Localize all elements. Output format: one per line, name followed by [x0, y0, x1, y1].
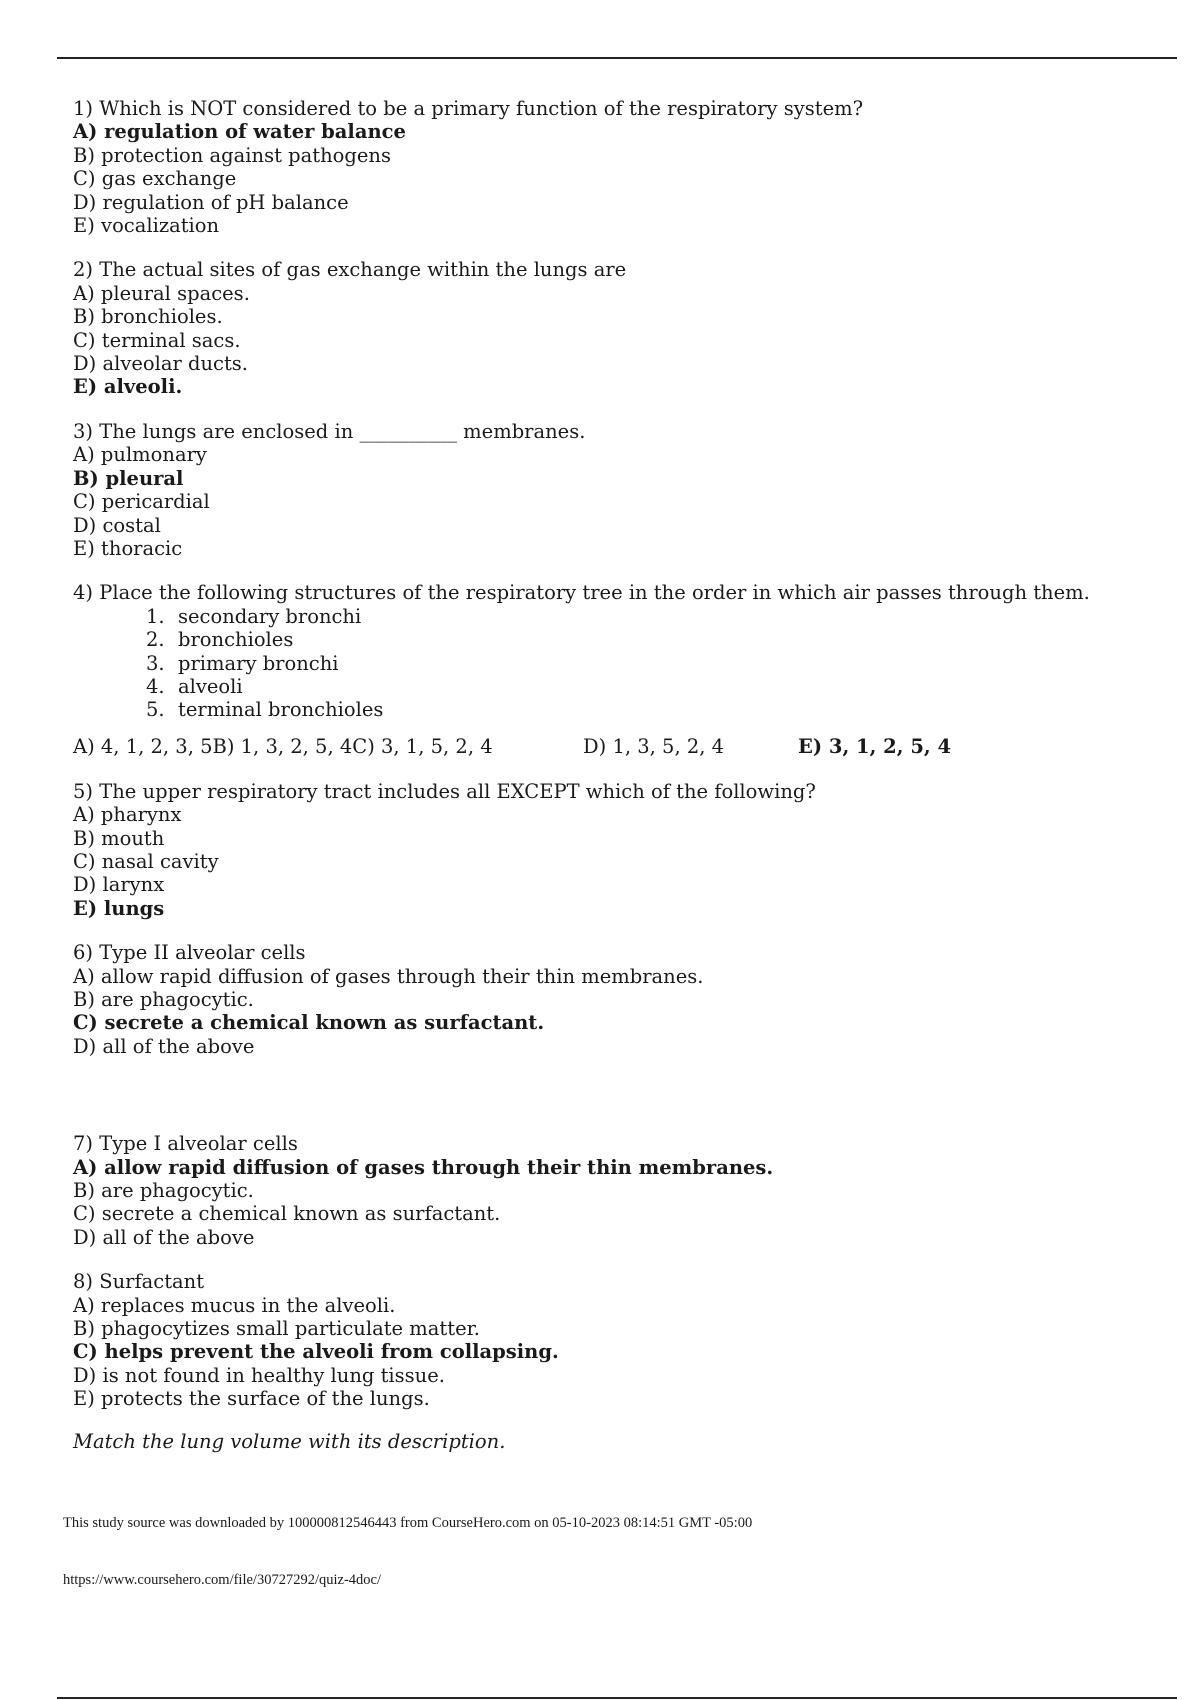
answer-option-a — [73, 120, 1173, 143]
option-label: A) — [73, 1293, 95, 1317]
ordering-list — [73, 605, 1173, 722]
option-label: D) — [73, 873, 97, 897]
option-label: B) — [73, 466, 99, 490]
question-8 — [73, 1270, 1173, 1410]
option-text: allow rapid diffusion of gases through their thin membranes. — [100, 964, 704, 988]
question-text — [73, 780, 1173, 803]
option-label: B) — [73, 826, 95, 850]
question-text — [73, 1132, 1173, 1155]
ordering-item — [73, 675, 1173, 698]
answer-option-e — [73, 214, 1173, 237]
option-label: E) — [73, 536, 95, 560]
option-label: A) — [73, 1155, 98, 1179]
option-label: C) — [73, 167, 96, 191]
answer-option-e — [73, 537, 1173, 560]
inline-answer-options — [73, 735, 1173, 759]
question-7 — [73, 1132, 1173, 1249]
answer-option-b — [73, 988, 1173, 1011]
option-text: all of the above — [102, 1034, 255, 1058]
option-text: are phagocytic. — [101, 988, 254, 1011]
option-label: E) — [73, 375, 98, 399]
quiz-content — [73, 97, 1173, 1453]
answer-option-a: A) 4, 1, 2, 3, 5 — [73, 734, 213, 758]
question-number: 8) — [73, 1270, 94, 1294]
answer-option-d — [73, 1364, 1173, 1387]
option-label: E) — [73, 1387, 95, 1411]
option-label: B) — [73, 988, 95, 1011]
option-label: A) — [73, 443, 95, 467]
ordering-item-number: 3. — [146, 651, 165, 675]
top-rule — [57, 57, 1177, 59]
question-text — [73, 97, 1173, 120]
option-text: thoracic — [101, 536, 183, 560]
option-text: lungs — [103, 896, 165, 920]
option-label: D) — [73, 190, 97, 214]
ordering-item-number: 5. — [146, 698, 165, 722]
question-list — [73, 97, 1173, 1411]
ordering-item — [73, 698, 1173, 721]
option-label: D) — [73, 1034, 97, 1058]
question-text — [73, 941, 1173, 964]
answer-option-e: E) 3, 1, 2, 5, 4 — [798, 734, 952, 758]
option-text: helps prevent the alveoli from collapsing. — [104, 1340, 559, 1364]
option-label: C) — [73, 490, 96, 514]
question-5 — [73, 780, 1173, 920]
ordering-item-number: 4. — [146, 674, 165, 698]
option-label: C) — [73, 849, 96, 873]
question-number: 7) — [73, 1132, 94, 1156]
option-text: replaces mucus in the alveoli. — [100, 1293, 396, 1317]
option-label: B) — [73, 1317, 95, 1341]
ordering-item-number: 1. — [146, 604, 165, 628]
option-text: terminal sacs. — [101, 328, 241, 352]
option-text: bronchioles. — [101, 305, 223, 329]
question-number: 6) — [73, 941, 94, 965]
option-label: A) — [73, 803, 95, 827]
question-number: 2) — [73, 258, 94, 282]
option-text: secrete a chemical known as surfactant. — [104, 1011, 545, 1035]
answer-option-d — [73, 514, 1173, 537]
answer-option-d — [73, 1035, 1173, 1058]
answer-option-c — [73, 1202, 1173, 1225]
answer-option-e — [73, 1387, 1173, 1410]
question-text — [73, 420, 1173, 443]
answer-option-b — [73, 1179, 1173, 1202]
answer-option-a — [73, 282, 1173, 305]
option-label: D) — [73, 1363, 97, 1387]
answer-option-c: C) 3, 1, 5, 2, 4 — [352, 734, 493, 758]
download-source-line: This study source was downloaded by 100000812546443 from CourseHero.com on 05-10-2023 08:14:51 GMT -05:00 — [63, 1515, 753, 1531]
ordering-item-number: 2. — [146, 628, 165, 652]
answer-option-d — [73, 1226, 1173, 1249]
option-text: larynx — [102, 873, 165, 897]
question-stem: Type II alveolar cells — [99, 941, 306, 965]
answer-option-c — [73, 1340, 1173, 1363]
question-number: 5) — [73, 779, 94, 803]
ordering-item-text: primary bronchi — [178, 651, 339, 675]
question-text — [73, 581, 1173, 604]
answer-option-d — [73, 352, 1173, 375]
option-text: pleural spaces. — [100, 281, 250, 305]
answer-option-b — [73, 827, 1173, 850]
option-label: E) — [73, 214, 95, 238]
question-1 — [73, 97, 1173, 237]
option-text: gas exchange — [101, 167, 237, 191]
option-text: are phagocytic. — [101, 1179, 254, 1203]
question-6 — [73, 941, 1173, 1058]
answer-option-b — [73, 144, 1173, 167]
option-text: mouth — [101, 826, 165, 850]
option-label: C) — [73, 1202, 96, 1226]
answer-option-b — [73, 305, 1173, 328]
option-text: allow rapid diffusion of gases through their thin membranes. — [104, 1155, 774, 1179]
question-text — [73, 1270, 1173, 1293]
option-text: is not found in healthy lung tissue. — [102, 1363, 445, 1387]
question-2 — [73, 258, 1173, 398]
option-text: phagocytizes small particulate matter. — [101, 1317, 480, 1341]
question-number: 4) — [73, 581, 94, 605]
option-text: secrete a chemical known as surfactant. — [101, 1202, 501, 1226]
option-label: D) — [73, 1225, 97, 1249]
answer-option-b — [73, 1317, 1173, 1340]
option-text: alveolar ducts. — [102, 352, 248, 376]
question-4 — [73, 581, 1173, 758]
answer-option-a — [73, 965, 1173, 988]
option-label: C) — [73, 1011, 98, 1035]
ordering-item — [73, 628, 1173, 651]
option-text: alveoli. — [103, 375, 183, 399]
answer-option-e — [73, 375, 1173, 398]
option-text: nasal cavity — [101, 849, 219, 873]
option-label: D) — [73, 352, 97, 376]
question-stem: The upper respiratory tract includes all EXCEPT which of the following? — [99, 779, 816, 803]
option-label: C) — [73, 328, 96, 352]
ordering-item-text: bronchioles — [178, 628, 294, 652]
option-text: pleural — [105, 466, 184, 490]
question-number: 3) — [73, 419, 94, 443]
question-stem: Type I alveolar cells — [99, 1132, 298, 1156]
option-text: regulation of pH balance — [102, 190, 349, 214]
answer-option-e — [73, 897, 1173, 920]
answer-option-d — [73, 873, 1173, 896]
ordering-item-text: secondary bronchi — [178, 604, 362, 628]
option-label: C) — [73, 1340, 98, 1364]
option-label: E) — [73, 896, 98, 920]
answer-option-c — [73, 329, 1173, 352]
answer-option-c — [73, 167, 1173, 190]
question-text — [73, 258, 1173, 281]
document-url: https://www.coursehero.com/file/30727292/quiz-4doc/ — [63, 1572, 381, 1588]
answer-option-c — [73, 1011, 1173, 1034]
ordering-item — [73, 652, 1173, 675]
answer-option-c — [73, 850, 1173, 873]
ordering-item — [73, 605, 1173, 628]
option-text: vocalization — [101, 214, 220, 238]
question-number: 1) — [73, 97, 94, 120]
section-gap — [73, 1079, 1173, 1132]
question-stem: The lungs are enclosed in __________ membranes. — [99, 419, 586, 443]
option-label: B) — [73, 143, 95, 167]
option-label: D) — [73, 513, 97, 537]
option-label: A) — [73, 281, 95, 305]
option-text: pericardial — [101, 490, 210, 514]
ordering-item-text: alveoli — [178, 674, 243, 698]
question-stem: Which is NOT considered to be a primary function of the respiratory system? — [99, 97, 864, 120]
answer-option-b: B) 1, 3, 2, 5, 4 — [212, 734, 353, 758]
answer-option-b — [73, 467, 1173, 490]
option-text: costal — [102, 513, 161, 537]
answer-option-a — [73, 443, 1173, 466]
option-text: pulmonary — [100, 443, 207, 467]
question-stem: Place the following structures of the respiratory tree in the order in which air passes through them. — [99, 581, 1090, 605]
option-text: protects the surface of the lungs. — [101, 1387, 430, 1411]
answer-option-a — [73, 803, 1173, 826]
question-3 — [73, 420, 1173, 560]
option-label: B) — [73, 1179, 95, 1203]
option-label: A) — [73, 120, 98, 144]
option-text: protection against pathogens — [101, 143, 391, 167]
option-label: B) — [73, 305, 95, 329]
answer-option-d — [73, 191, 1173, 214]
bottom-rule — [57, 1697, 1177, 1699]
answer-option-d: D) 1, 3, 5, 2, 4 — [583, 734, 725, 758]
answer-option-c — [73, 490, 1173, 513]
ordering-item-text: terminal bronchioles — [178, 698, 384, 722]
matching-instruction: Match the lung volume with its description. — [73, 1429, 506, 1453]
answer-option-a — [73, 1156, 1173, 1179]
question-stem: Surfactant — [99, 1270, 205, 1294]
option-label: A) — [73, 964, 95, 988]
question-stem: The actual sites of gas exchange within the lungs are — [99, 258, 627, 282]
option-text: all of the above — [102, 1225, 255, 1249]
option-text: regulation of water balance — [104, 120, 406, 144]
answer-option-a — [73, 1294, 1173, 1317]
option-text: pharynx — [100, 803, 182, 827]
